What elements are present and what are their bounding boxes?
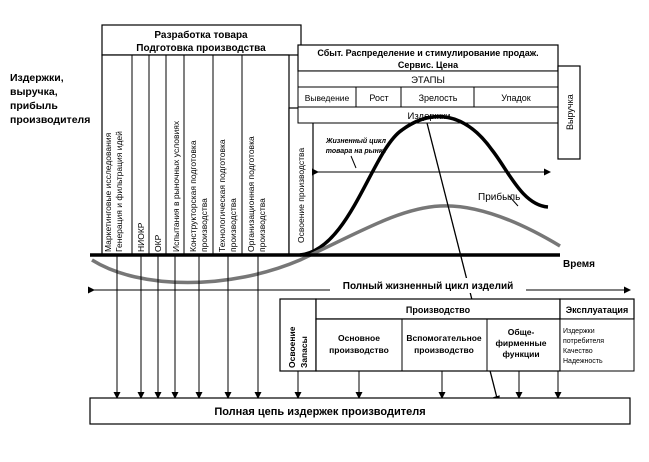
cell-label: производство bbox=[329, 345, 389, 355]
stage-label: Зрелость bbox=[418, 93, 458, 103]
axis-label-line: выручка, bbox=[10, 86, 58, 98]
market-lifecycle-pointer bbox=[351, 156, 356, 168]
mastering-production-label: Освоение производства bbox=[296, 147, 306, 243]
column-label: Организационная подготовка bbox=[246, 136, 256, 252]
stage-label: Рост bbox=[369, 93, 389, 103]
consumer-costs-line: потребителя bbox=[563, 338, 605, 345]
column-label: Конструкторская подготовка bbox=[188, 140, 198, 252]
production-block bbox=[280, 299, 634, 371]
column-label: Технологическая подготовка bbox=[217, 139, 227, 252]
production-label: Производство bbox=[405, 305, 471, 315]
axis-label-line: прибыль bbox=[10, 100, 58, 112]
consumer-costs-line: Надежность bbox=[563, 358, 603, 365]
operation-label: Эксплуатация bbox=[565, 305, 629, 315]
column-label: производства bbox=[228, 198, 238, 252]
product-dev-title: Разработка товара bbox=[154, 30, 248, 41]
cell-label: Обще- bbox=[507, 327, 535, 337]
market-lifecycle-label: товара на рынке bbox=[325, 148, 387, 155]
column-label: производства bbox=[199, 198, 209, 252]
cell-label: функции bbox=[502, 349, 540, 359]
sales-subtitle: Сервис. Цена bbox=[397, 60, 459, 70]
cell-label: фирменные bbox=[495, 338, 547, 348]
revenue-label: Выручка bbox=[565, 94, 575, 130]
axis-label-line: производителя bbox=[10, 114, 91, 126]
cell-label: Вспомогательное bbox=[406, 333, 482, 343]
product-development-block bbox=[102, 25, 313, 255]
stage-label: Упадок bbox=[501, 93, 531, 103]
mastering-label: Освоение bbox=[287, 326, 297, 368]
column-label: производства bbox=[257, 198, 267, 252]
column-label: ОКР bbox=[153, 234, 163, 252]
sales-title: Сбыт. Распределение и стимулирование продаж. bbox=[317, 48, 539, 58]
full-chain-label: Полная цепь издержек производителя bbox=[214, 406, 426, 418]
column-label: Испытания в рыночных условиях bbox=[171, 120, 181, 252]
stage-label: Выведение bbox=[304, 93, 350, 103]
mastering-stocks-box bbox=[280, 299, 316, 371]
column-label: Маркетинговые исследования bbox=[103, 132, 113, 252]
consumer-costs-line: Издержки bbox=[563, 328, 595, 335]
market-lifecycle-label: Жизненный цикл bbox=[326, 138, 386, 145]
cell-label: производство bbox=[414, 345, 474, 355]
consumer-costs-line: Качество bbox=[563, 348, 593, 355]
left-axis-label bbox=[10, 72, 90, 126]
column-label: НИОКР bbox=[136, 222, 146, 252]
stocks-label: Запасы bbox=[299, 336, 309, 368]
stages-title: ЭТАПЫ bbox=[411, 75, 445, 86]
profit-label: Прибыль bbox=[478, 192, 521, 203]
cell-label: Основное bbox=[338, 333, 380, 343]
product-dev-subtitle: Подготовка производства bbox=[136, 43, 266, 54]
full-lifecycle-label: Полный жизненный цикл изделий bbox=[342, 281, 514, 292]
column-label: Генерация и фильтрация идей bbox=[114, 131, 124, 252]
time-label: Время bbox=[563, 259, 595, 270]
costs-label: Издержки bbox=[407, 111, 451, 122]
axis-label-line: Издержки, bbox=[10, 72, 64, 84]
full-lifecycle bbox=[94, 278, 630, 293]
